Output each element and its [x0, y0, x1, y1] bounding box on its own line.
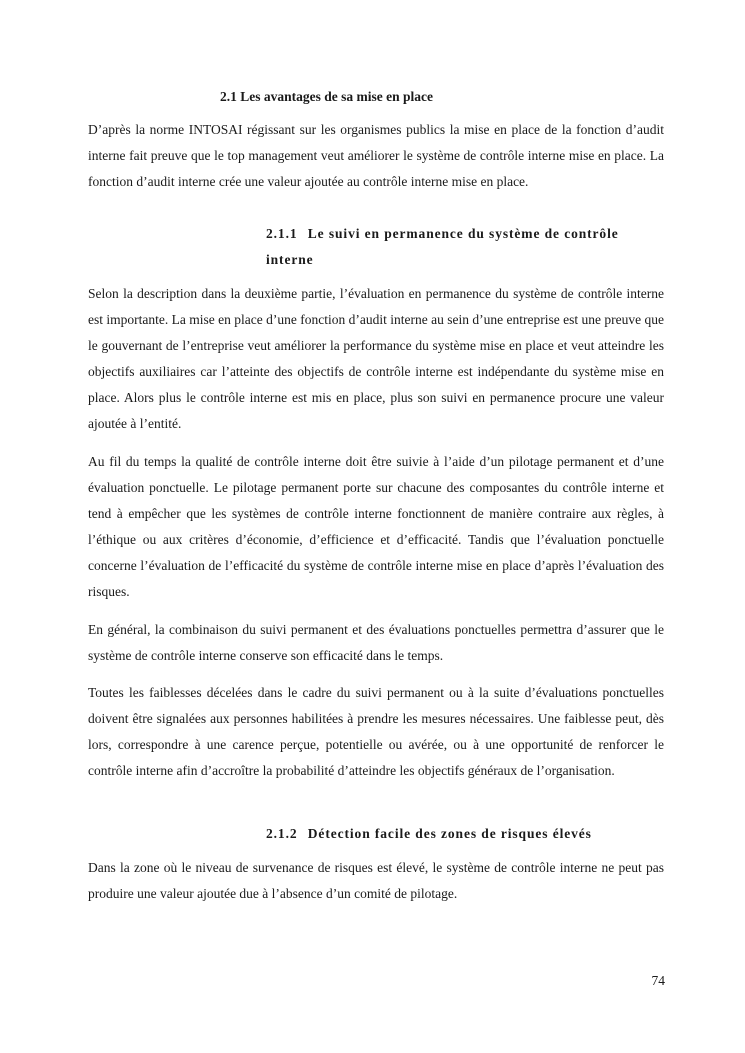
intro-paragraph: D’après la norme INTOSAI régissant sur les organismes publics la mise en place de la fonction d’audit interne fait preuve que le top management veut améliorer le système de contrôle interne mise en place. La fonction d’audit interne crée une valeur ajoutée au contrôle interne mise en place.: [88, 122, 664, 189]
paragraph: Selon la description dans la deuxième partie, l’évaluation en permanence du système de contrôle interne est importante. La mise en place d’une fonction d’audit interne au sein d’une entreprise est une preuve que le gouvernant de l’entreprise veut améliorer la performance du système mise en place et veut atteindre les objectifs auxiliaires car l’atteinte des objectifs de contrôle interne est indépendante du système mise en place. Alors plus le contrôle interne est mis en place, plus son suivi en permanence procure une valeur ajoutée à l’entité.: [88, 286, 664, 431]
paragraph: Dans la zone où le niveau de survenance de risques est élevé, le système de contrôle interne ne peut pas produire une valeur ajoutée due à l’absence d’un comité de pilotage.: [88, 860, 664, 901]
subsection-2-number: 2.1.2: [266, 826, 298, 841]
section-title: 2.1 Les avantages de sa mise en place: [220, 89, 433, 104]
subsection-2-title: Détection facile des zones de risques élevés: [307, 826, 592, 841]
paragraph: En général, la combinaison du suivi permanent et des évaluations ponctuelles permettra d’assurer que le système de contrôle interne conserve son efficacité dans le temps.: [88, 622, 664, 663]
page-number: 74: [651, 973, 665, 988]
subsection-1-heading: [266, 221, 666, 273]
subsection-2-heading: [266, 821, 666, 847]
paragraph: Au fil du temps la qualité de contrôle interne doit être suivie à l’aide d’un pilotage permanent et d’une évaluation ponctuelle. Le pilotage permanent porte sur chacune des composantes du contrôle interne et tend à empêcher que les systèmes de contrôle interne fonctionnent de manière contraire aux règles, à l’éthique ou aux critères d’économie, d’efficience et d’efficacité. Tandis que l’évaluation ponctuelle concerne l’évaluation de l’efficacité du système de contrôle interne mise en place d’après l’évaluation des risques.: [88, 454, 664, 599]
subsection-1-title: Le suivi en permanence du système de contrôle interne: [266, 226, 619, 267]
subsection-1-number: 2.1.1: [266, 226, 298, 241]
paragraph: Toutes les faiblesses décelées dans le cadre du suivi permanent ou à la suite d’évaluations ponctuelles doivent être signalées aux personnes habilitées à prendre les mesures nécessaires. Une faiblesse peut, dès lors, correspondre à une carence perçue, potentielle ou avérée, ou à une opportunité de renforcer le contrôle interne afin d’accroître la probabilité d’atteindre les objectifs généraux de l’organisation.: [88, 685, 664, 778]
